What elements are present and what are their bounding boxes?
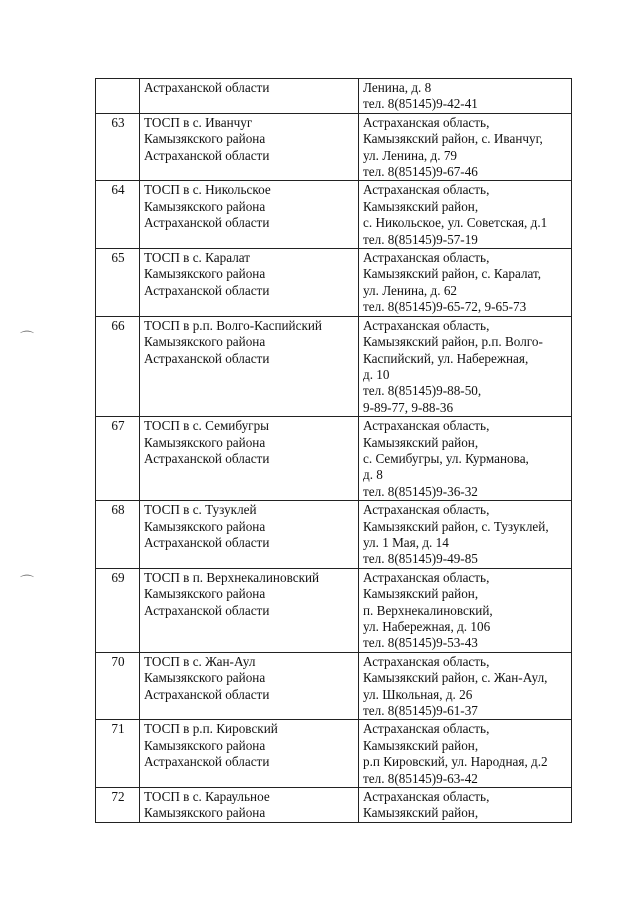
row-number: 66 [96,316,140,416]
row-number: 63 [96,113,140,181]
table-row [96,652,572,720]
registry-table [95,78,572,823]
row-number: 70 [96,652,140,720]
row-number: 69 [96,568,140,652]
table-row [96,417,572,501]
table-row [96,113,572,181]
address-cell: Астраханская область, Камызякский район, р.п Кировский, ул. Народная, д.2 тел. 8(85145)9-63-42 [359,720,572,788]
unit-name-cell: ТОСП в с. Каралат Камызякского района Астраханской области [140,249,359,317]
unit-name-cell: ТОСП в п. Верхнекалиновский Камызякского района Астраханской области [140,568,359,652]
address-cell: Астраханская область, Камызякский район, с. Семибугры, ул. Курманова, д. 8 тел. 8(85145)9-36-32 [359,417,572,501]
row-number: 72 [96,788,140,823]
unit-name-cell: ТОСП в с. Семибугры Камызякского района Астраханской области [140,417,359,501]
table-row [96,316,572,416]
table-row [96,501,572,569]
row-number: 65 [96,249,140,317]
table-row [96,720,572,788]
address-cell: Астраханская область, Камызякский район, с. Иванчуг, ул. Ленина, д. 79 тел. 8(85145)9-67-46 [359,113,572,181]
address-cell: Астраханская область, Камызякский район, с. Никольское, ул. Советская, д.1 тел. 8(85145)9-57-19 [359,181,572,249]
unit-name-cell: ТОСП в с. Жан-Аул Камызякского района Астраханской области [140,652,359,720]
unit-name-cell: ТОСП в р.п. Волго-Каспийский Камызякского района Астраханской области [140,316,359,416]
row-number: 64 [96,181,140,249]
row-number: 68 [96,501,140,569]
address-cell: Астраханская область, Камызякский район, п. Верхнекалиновский, ул. Набережная, д. 106 тел. 8(85145)9-53-43 [359,568,572,652]
scan-mark-bottom: ⌒ [20,576,34,591]
unit-name-cell: ТОСП в с. Караульное Камызякского района [140,788,359,823]
unit-name-cell: ТОСП в с. Тузуклей Камызякского района Астраханской области [140,501,359,569]
address-cell: Астраханская область, Камызякский район, р.п. Волго- Каспийский, ул. Набережная, д. 10 тел. 8(85145)9-88-50, 9-89-77, 9-88-36 [359,316,572,416]
row-number: 67 [96,417,140,501]
address-cell: Астраханская область, Камызякский район, [359,788,572,823]
address-cell: Ленина, д. 8 тел. 8(85145)9-42-41 [359,79,572,114]
unit-name-cell: ТОСП в с. Никольское Камызякского района Астраханской области [140,181,359,249]
table-row [96,249,572,317]
table-row [96,181,572,249]
address-cell: Астраханская область, Камызякский район, с. Каралат, ул. Ленина, д. 62 тел. 8(85145)9-65-72, 9-65-73 [359,249,572,317]
address-cell: Астраханская область, Камызякский район, с. Жан-Аул, ул. Школьная, д. 26 тел. 8(85145)9-61-37 [359,652,572,720]
registry-table-body [96,79,572,823]
unit-name-cell: ТОСП в р.п. Кировский Камызякского района Астраханской области [140,720,359,788]
table-row [96,788,572,823]
unit-name-cell: ТОСП в с. Иванчуг Камызякского района Астраханской области [140,113,359,181]
scan-mark-top: ⌒ [20,332,34,347]
table-row [96,79,572,114]
address-cell: Астраханская область, Камызякский район, с. Тузуклей, ул. 1 Мая, д. 14 тел. 8(85145)9-49-85 [359,501,572,569]
row-number [96,79,140,114]
table-row [96,568,572,652]
row-number: 71 [96,720,140,788]
unit-name-cell: Астраханской области [140,79,359,114]
